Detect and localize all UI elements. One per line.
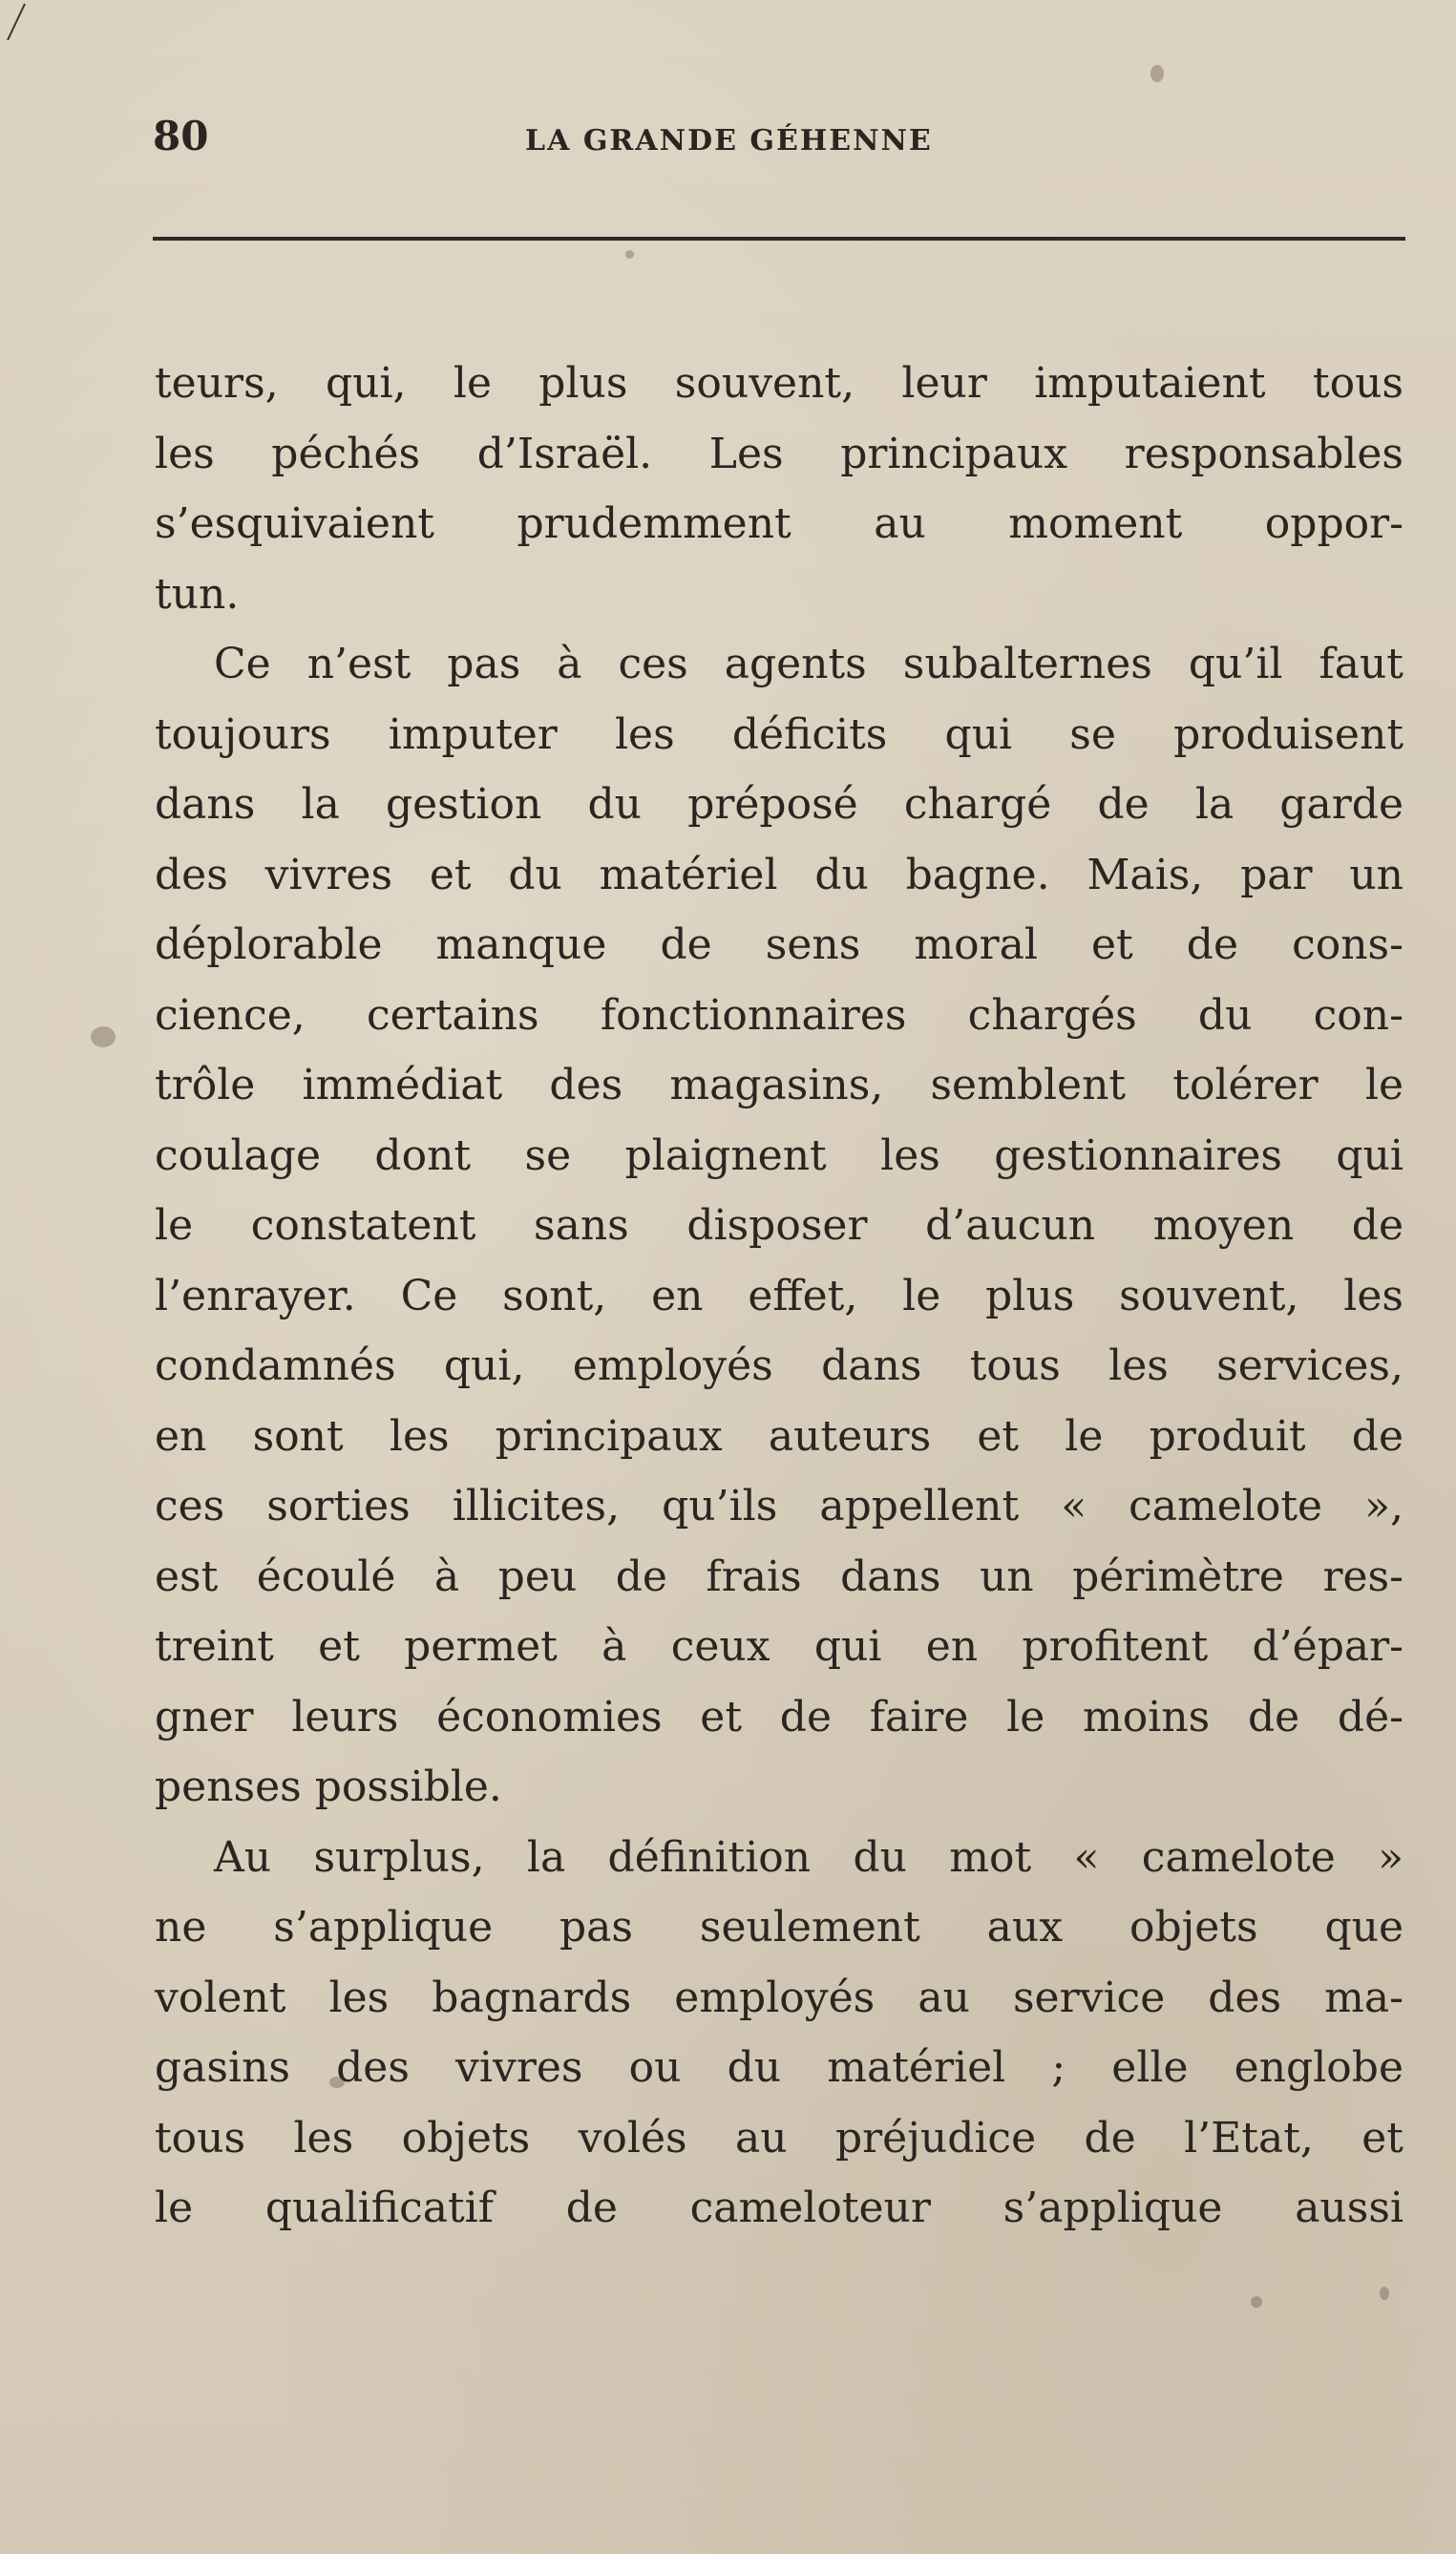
text-line: les péchés d’Israël. Les principaux responsables xyxy=(155,429,1403,478)
paper-speck xyxy=(625,250,634,259)
text-line: le constatent sans disposer d’aucun moyen de xyxy=(155,1201,1403,1250)
text-line: des vivres et du matériel du bagne. Mais, par un xyxy=(155,850,1403,899)
text-line: l’enrayer. Ce sont, en effet, le plus souvent, les xyxy=(155,1271,1403,1320)
page-number: 80 xyxy=(153,113,209,159)
text-line: cience, certains fonctionnaires chargés du con- xyxy=(155,990,1403,1040)
text-line: gner leurs économies et de faire le moins de dé- xyxy=(155,1692,1403,1741)
paper-speck xyxy=(91,1026,116,1047)
text-line: volent les bagnards employés au service des ma- xyxy=(155,1973,1403,2022)
text-line: ces sorties illicites, qu’ils appellent « camelote », xyxy=(155,1482,1403,1530)
text-line: s’esquivaient prudemment au moment oppor- xyxy=(155,499,1403,548)
paper-speck xyxy=(329,2077,345,2088)
header-rule xyxy=(153,237,1405,241)
text-line: tous les objets volés au préjudice de l’Etat, et xyxy=(155,2113,1403,2163)
text-line: en sont les principaux auteurs et le produit de xyxy=(155,1411,1403,1461)
text-line: Ce n’est pas à ces agents subalternes qu’il faut xyxy=(214,640,1403,688)
text-line: gasins des vivres ou du matériel ; elle englobe xyxy=(155,2043,1403,2092)
text-line: ne s’applique pas seulement aux objets que xyxy=(155,1903,1403,1952)
paper-speck xyxy=(1251,2296,1262,2308)
text-line: toujours imputer les déficits qui se produisent xyxy=(155,709,1403,759)
text-line: condamnés qui, employés dans tous les services, xyxy=(155,1341,1403,1390)
text-line: le qualificatif de cameloteur s’applique aussi xyxy=(155,2184,1403,2232)
text-line: penses possible. xyxy=(155,1762,502,1811)
text-line: Au surplus, la définition du mot « camelote » xyxy=(214,1832,1403,1882)
body-text xyxy=(155,348,1403,2244)
paper-speck xyxy=(1380,2287,1389,2300)
text-line: teurs, qui, le plus souvent, leur imputaient tous xyxy=(155,359,1403,408)
text-line: coulage dont se plaignent les gestionnaires qui xyxy=(155,1130,1403,1180)
text-line: treint et permet à ceux qui en profitent d’épar- xyxy=(155,1622,1403,1671)
text-line: tun. xyxy=(155,569,240,619)
corner-pencil-mark xyxy=(4,2,29,42)
running-title: LA GRANDE GÉHENNE xyxy=(525,124,933,158)
running-head xyxy=(153,113,1403,170)
paper-speck xyxy=(1150,65,1164,82)
text-line: déplorable manque de sens moral et de cons- xyxy=(155,920,1403,969)
text-line: dans la gestion du préposé chargé de la garde xyxy=(155,780,1403,829)
text-line: trôle immédiat des magasins, semblent tolérer le xyxy=(155,1061,1403,1109)
text-line: est écoulé à peu de frais dans un périmètre res- xyxy=(155,1551,1403,1601)
